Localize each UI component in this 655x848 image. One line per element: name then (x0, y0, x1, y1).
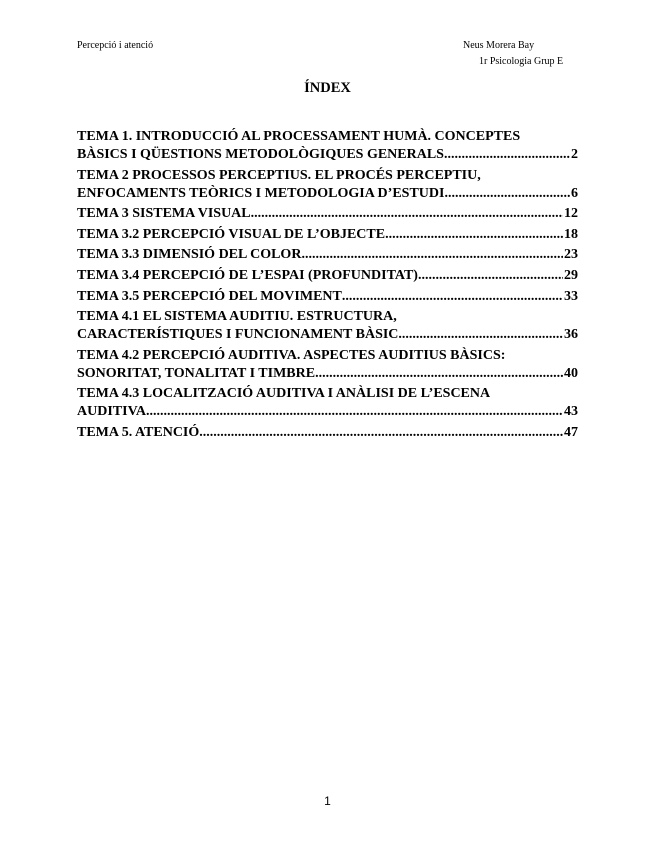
toc-entry (77, 226, 578, 244)
toc-page-number: 33 (564, 288, 578, 304)
toc-entry-title-line: BÀSICS I QÜESTIONS METODOLÒGIQUES GENERALS (77, 147, 444, 162)
dot-leader (199, 424, 563, 442)
toc-entry (77, 385, 578, 421)
toc-entry-title-line: AUDITIVA (77, 404, 146, 420)
toc-entry (77, 246, 578, 264)
header-author-name: Neus Morera Bay (463, 40, 535, 51)
toc-entry-title-line: TEMA 3.2 PERCEPCIÓ VISUAL DE L’OBJECTE (77, 226, 386, 242)
toc-entry-title-line: TEMA 1. INTRODUCCIÓ AL PROCESSAMENT HUMÀ. CONCEPTES (77, 129, 521, 144)
toc-entry (77, 288, 578, 306)
toc-page-number: 23 (564, 247, 578, 263)
toc-entry-title-line: TEMA 3.3 DIMENSIÓ DEL COLOR (77, 247, 302, 263)
toc-entry-title-line: TEMA 3.5 PERCEPCIÓ DEL MOVIMENT (77, 288, 342, 304)
toc-entry-title-line: SONORITAT, TONALITAT I TIMBRE (77, 365, 316, 381)
toc-entry-title-line: CARACTERÍSTIQUES I FUNCIONAMENT BÀSIC (77, 327, 399, 343)
toc-page-number: 18 (564, 226, 578, 242)
dot-leader (342, 288, 563, 306)
dot-leader (146, 403, 563, 421)
dot-leader (444, 146, 570, 164)
toc-entry-title-line: TEMA 5. ATENCIÓ (77, 424, 200, 440)
toc-entry-title-line: TEMA 4.3 LOCALITZACIÓ AUDITIVA I ANÀLISI DE L’ESCENA (77, 386, 491, 402)
toc-entry-title-line: ENFOCAMENTS TEÒRICS I METODOLOGIA D’ESTUDI. (77, 185, 448, 201)
dot-leader (398, 326, 563, 344)
header-group: 1r Psicologia Grup E (479, 56, 564, 67)
toc-entry-title-line: TEMA 4.1 EL SISTEMA AUDITIU. ESTRUCTURA, (77, 309, 397, 325)
dot-leader (418, 267, 563, 285)
toc-entry (77, 128, 578, 164)
toc-page-number: 40 (564, 365, 578, 381)
dot-leader (301, 246, 563, 264)
toc-entry (77, 205, 578, 223)
toc-entry (77, 424, 578, 442)
index-title: ÍNDEX (304, 80, 351, 96)
dot-leader (315, 365, 563, 383)
toc-entry-title-line: TEMA 3.4 PERCEPCIÓ DE L’ESPAI (PROFUNDITAT) (77, 267, 418, 283)
toc-entry-title-line: TEMA 2 PROCESSOS PERCEPTIUS. EL PROCÉS PERCEPTIU, (77, 167, 481, 183)
table-of-contents (77, 128, 578, 442)
toc-entry (77, 308, 578, 344)
toc-page-number: 2 (571, 147, 578, 162)
toc-page-number: 6 (571, 185, 578, 201)
toc-entry-title-line: TEMA 4.2 PERCEPCIÓ AUDITIVA. ASPECTES AUDITIUS BÀSICS: (77, 347, 506, 363)
toc-page-number: 43 (564, 404, 578, 420)
header-course-title: Percepció i atenció (77, 40, 154, 51)
dot-leader (251, 205, 563, 223)
toc-entry (77, 167, 578, 203)
toc-page-number: 12 (564, 206, 578, 222)
dot-leader (385, 226, 563, 244)
toc-entry (77, 347, 578, 383)
toc-page-number: 47 (564, 424, 578, 440)
toc-page-number: 29 (564, 267, 578, 283)
dot-leader (448, 185, 570, 203)
toc-page-number: 36 (564, 327, 578, 343)
page-number: 1 (324, 794, 331, 808)
toc-entry-title-line: TEMA 3 SISTEMA VISUAL (77, 206, 251, 222)
toc-entry (77, 267, 578, 285)
